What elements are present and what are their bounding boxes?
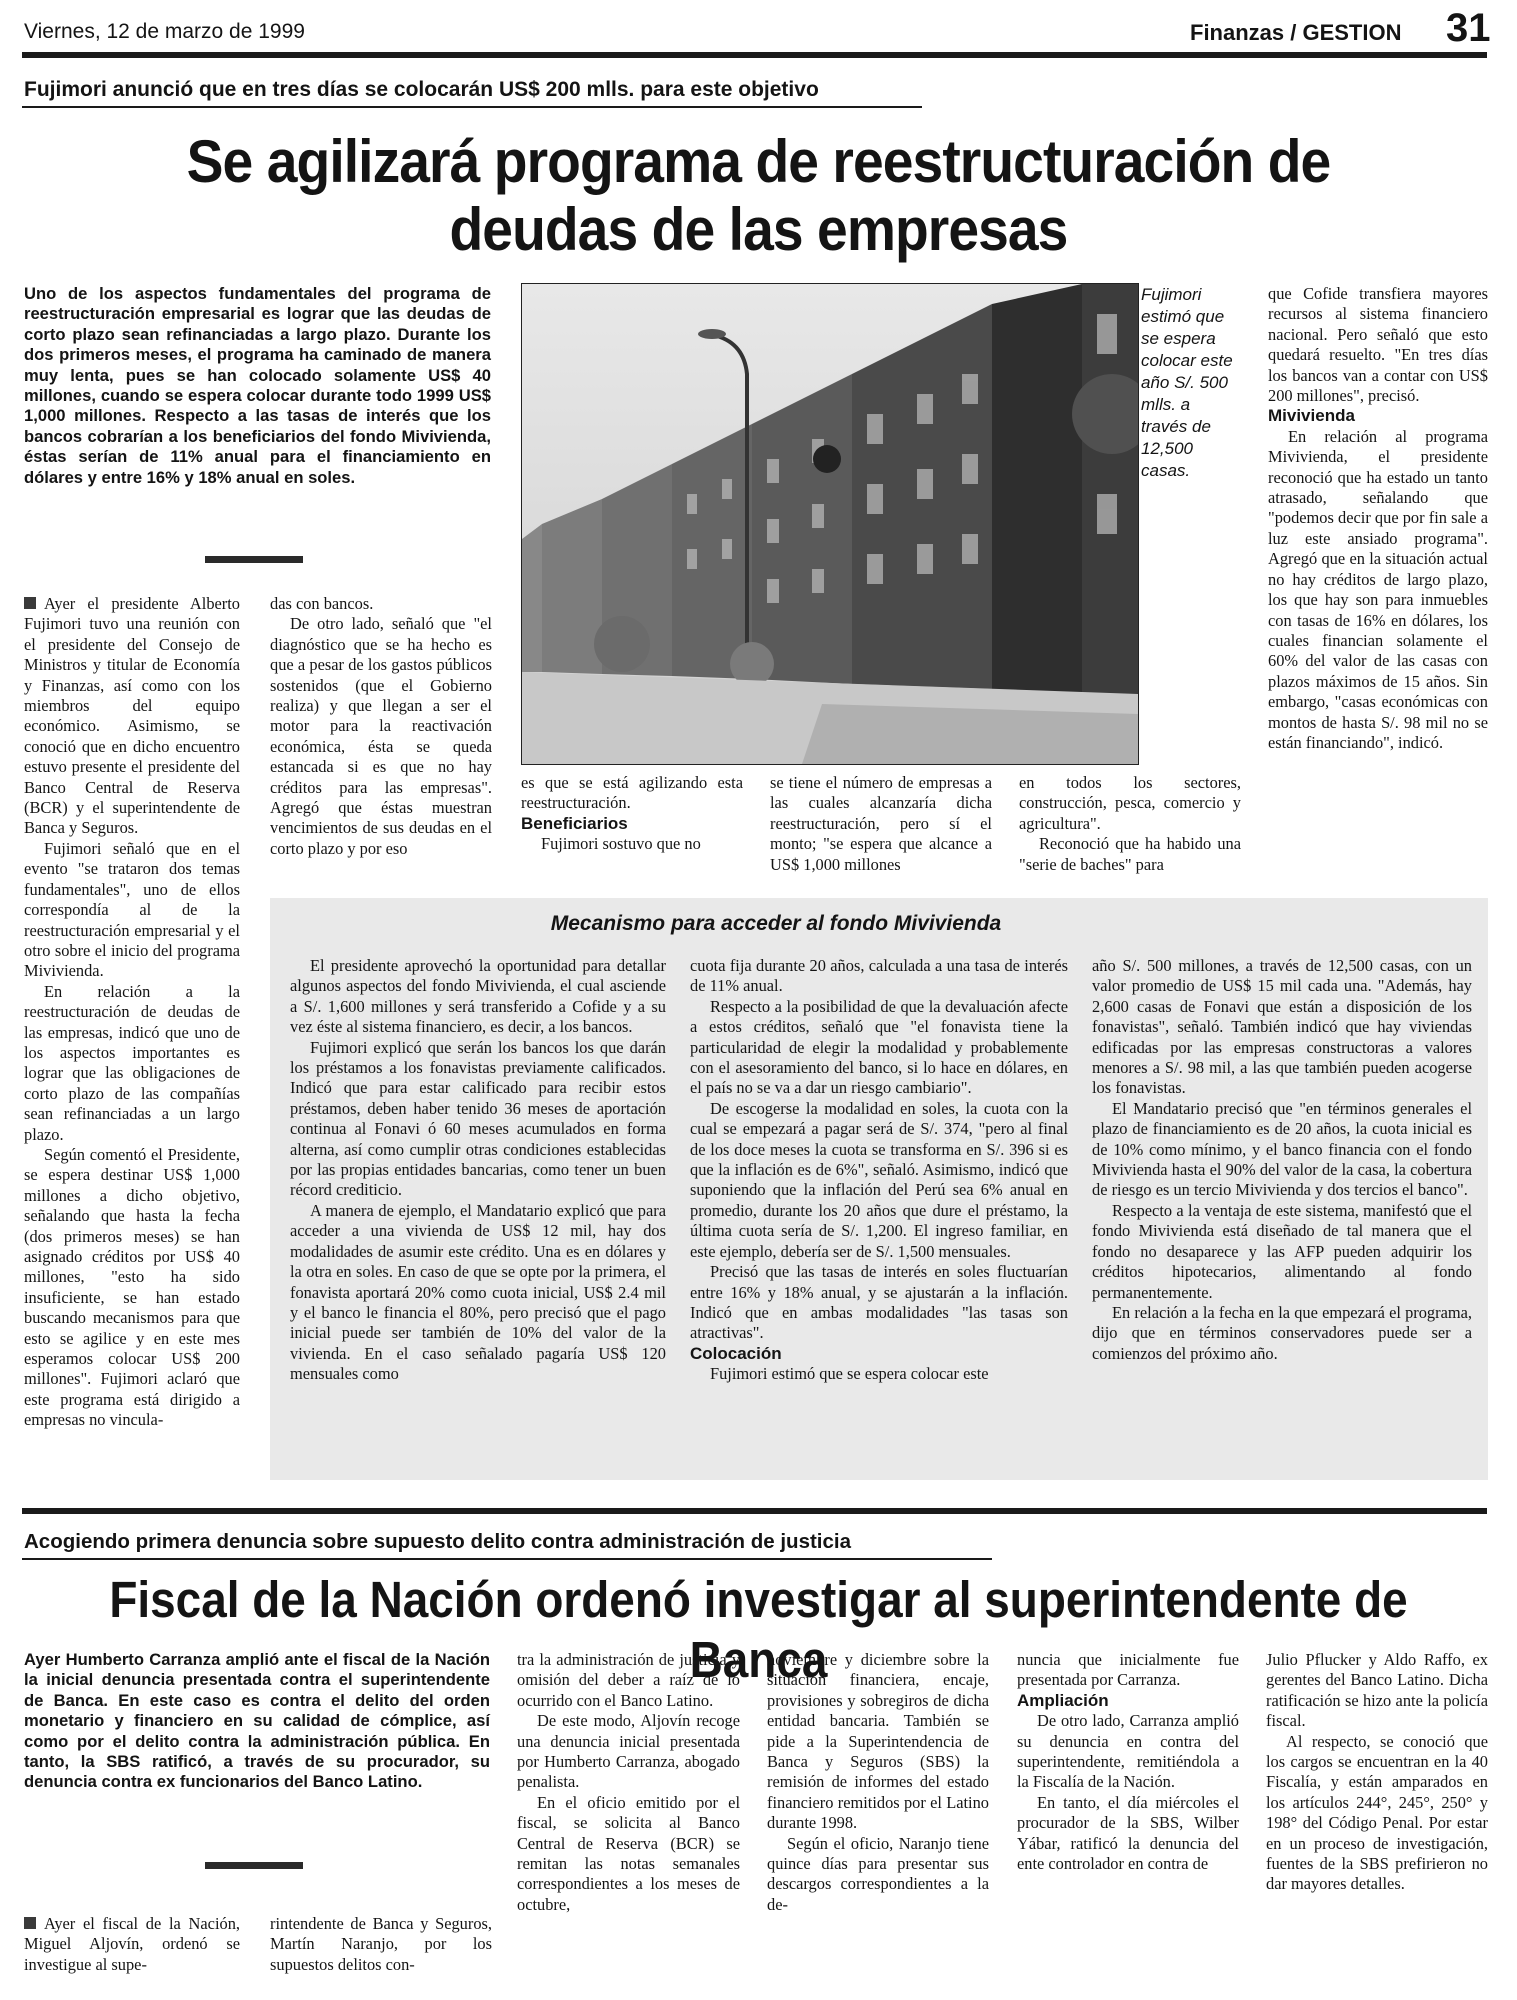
article1-col6 (1268, 284, 1488, 753)
article2-col5 (1017, 1650, 1239, 1874)
col6-p1: que Cofide transfiera mayores recursos al sistema financiero nacional. Pero señaló que esto quedará resuelto. "En tres días los bancos van a contar con US$ 200 millones", precisó. (1268, 284, 1488, 406)
article1-col3 (521, 773, 743, 855)
a2-col3-p1: tra la administración de justicia y omisión del deber a raíz de lo ocurrido con el Banco Latino. (517, 1650, 740, 1710)
box-col1 (290, 956, 666, 1385)
box-c1-p3: A manera de ejemplo, el Mandatario explicó que para acceder a una vivienda de US$ 12 mil, hay dos modalidades de asumir este crédito. Una es en dólares y la otra en soles. En caso de que se opte por la primera, el fonavista aportará 20% como cuota inicial, US$ 2.4 mil y el banco le financia el 80%, pero precisó que el pago inicial puede ser también de 10% del valor de la vivienda. En el caso señalado pagaría US$ 120 mensuales como (290, 1200, 666, 1384)
article1-col1 (24, 594, 240, 1431)
article2-col3 (517, 1650, 740, 1915)
col2-p2: De otro lado, señaló que "el diagnóstico que se ha hecho es que a pesar de los gastos públicos sostenidos (que el Gobierno realiza) y que llegan a ser el motor para la reactivación económica, ésta se queda estancada si es que no hay créditos para las empresas". Agregó que éstas muestran vencimientos de sus deudas en el corto plazo y por eso (270, 614, 492, 858)
box-col2 (690, 956, 1068, 1385)
subhead-mivivienda: Mivivienda (1268, 406, 1355, 426)
box-c1-p1: El presidente aprovechó la oportunidad para detallar algunos aspectos del fondo Mivivienda, el cual asciende a S/. 1,600 millones y será transferido a Cofide y a su vez éste al sistema financiero, es decir, a los bancos. (290, 956, 666, 1037)
col1-p3: En relación a la reestructuración de deudas de las empresas, indicó que uno de los aspectos importantes es lograr que las obligaciones de corto plazo de las compañías sean refinanciadas a un largo plazo. (24, 981, 240, 1144)
box-c2-p5: Fujimori estimó que se espera colocar este (710, 1364, 989, 1384)
col5-p2: Reconoció que ha habido una "serie de baches" para (1019, 834, 1241, 874)
a2-col2-p1: rintendente de Banca y Seguros, Martín Naranjo, por los supuestos delitos con- (270, 1914, 492, 1974)
col4-p1: se tiene el número de empresas a las cuales alcanzaría dicha reestructuración, pero sí el monto; "se espera que alcance a US$ 1,000 millones (770, 773, 992, 874)
a2-col3-p2: De este modo, Aljovín recoge una denuncia inicial presentada por Humberto Carranza, abogado penalista. (517, 1711, 740, 1792)
box-c2-p3: De escogerse la modalidad en soles, la cuota con la cual se empezará a pagar será de S/. 374, "pero al final de los doce meses la cuota se transforma en S/. 396 si es que la inflación es de 6%", señaló. Asimismo, indicó que suponiendo que la inflación del Perú sea 6% anual en promedio, durante los 20 años que dure el préstamo, la última cuota sería de S/. 1,200. El ingreso familiar, en este ejemplo, debería ser de S/. 1,500 mensuales. (690, 1098, 1068, 1261)
article1-col4 (770, 773, 992, 875)
article2-kicker: Acogiendo primera denuncia sobre supuesto delito contra administración de justicia (24, 1530, 851, 1553)
article1-lead: Uno de los aspectos fundamentales del programa de reestructuración empresarial es lograr que las deudas de corto plazo sean refinanciadas a largo plazo. Durante los dos primeros meses, el programa ha caminado de manera muy lenta, pues se han colocado solamente US$ 40 millones, cuando se espera colocar durante todo 1999 US$ 1,000 millones. Respecto a las tasas de interés que los bancos cobrarían a los beneficiarios del fondo Mivivienda, éstas serían de 11% anual para el financiamiento en dólares y entre 16% y 18% anual en soles. (24, 284, 491, 487)
header-rule (22, 52, 1487, 58)
article2-col1 (24, 1914, 240, 1975)
article2-col4 (767, 1650, 989, 1915)
col2-p1: das con bancos. (270, 594, 374, 613)
a2-col1-p1: Ayer el fiscal de la Nación, Miguel Aljovín, ordenó se investigue al supe- (24, 1914, 240, 1974)
box-title: Mecanismo para acceder al fondo Mivivienda (550, 912, 1002, 935)
a2-col6-p1: Julio Pflucker y Aldo Raffo, ex gerentes del Banco Latino. Dicha ratificación se hizo ante la policía fiscal. (1266, 1650, 1488, 1731)
subhead-ampliacion: Ampliación (1017, 1690, 1109, 1710)
article1-headline (61, 128, 1457, 264)
a2-col5-p3: En tanto, el día miércoles el procurador de la SBS, Wilber Yábar, ratificó la denuncia del ente controlador en contra de (1017, 1792, 1239, 1874)
article1-kicker: Fujimori anunció que en tres días se colocarán US$ 200 mlls. para este objetivo (24, 78, 819, 101)
col6-p2: En relación al programa Mivivienda, el presidente reconoció que ha estado un tanto atrasado, señalando que "podemos decir que por fin sale a luz este ansiado programa". Agregó que en la situación actual no hay créditos de largo plazo, los que hay son para inmuebles con tasas de 16% en dólares, los cuales financian solamente el 60% del valor de las casas con plazos máximos de 15 años. Sin embargo, "casas económicas con montos de hasta S/. 98 mil no se están financiando", indicó. (1268, 426, 1488, 752)
article2-lead-divider (205, 1862, 303, 1869)
a2-col4-p1: noviembre y diciembre sobre la situación financiera, encaje, provisiones y sobregiros de dicha entidad bancaria. También se pide a la Superintendencia de Banca y Seguros (SBS) la remisión de informes del estado financiero remitidos por el Latino durante 1998. (767, 1650, 989, 1833)
building-photo (521, 283, 1139, 765)
box-c2-p2: Respecto a la posibilidad de que la devaluación afecte a estos créditos, señaló que "el fonavista tiene la particularidad de elegir la modalidad y probablemente con el asesoramiento del banco, si lo hace en dólares, en el país no se va a dar un riesgo cambiario". (690, 996, 1068, 1098)
building-photo-illustration (522, 284, 1138, 764)
section-name: Finanzas / GESTION (1190, 20, 1402, 45)
photo-caption: Fujimori estimó que se espera colocar este año S/. 500 mlls. a través de 12,500 casas. (1141, 285, 1233, 480)
a2-col5-p2: De otro lado, Carranza amplió su denuncia en contra del superintendente, remitiéndola a la Fiscalía de la Nación. (1017, 1711, 1239, 1792)
col1-p4: Según comentó el Presidente, se espera destinar US$ 1,000 millones a dicho objetivo, señalando que hasta la fecha (dos primeros meses) se han asignado créditos por US$ 40 millones, "esto ha sido insuficiente, se han estado buscando mecanismos para que esto se agilice y en este mes esperamos colocar US$ 200 millones". Fujimori aclaró que este programa está dirigido a empresas no vincula- (24, 1144, 240, 1430)
col1-p1: Ayer el presidente Alberto Fujimori tuvo una reunión con el presidente del Consejo de Ministros y titular de Economía y Finanzas, así como con los miembros del equipo económico. Asimismo, se conoció que en dicho encuentro estuvo presente el presidente del Banco Central de Reserva (BCR) y el superintendente de Banca y Seguros. (24, 594, 240, 838)
article2-col6 (1266, 1650, 1488, 1895)
box-c3-p4: En relación a la fecha en la que empezará el programa, dijo que en términos conservadores puede ser a comienzos del próximo año. (1092, 1302, 1472, 1363)
a2-col3-p3: En el oficio emitido por el fiscal, se solicita al Banco Central de Reserva (BCR) se remitan las notas semanales correspondientes a los meses de octubre, (517, 1792, 740, 1914)
article2-lead: Ayer Humberto Carranza amplió ante el fiscal de la Nación la inicial denuncia presentada contra el superintendente de Banca. En este caso es contra el delito del orden monetario y financiero en su calidad de cómplice, así como por el delito contra la administración pública. En tanto, la SBS ratificó, a través de su procurador, su denuncia contra ex funcionarios del Banco Latino. (24, 1650, 490, 1792)
subhead-colocacion: Colocación (690, 1343, 782, 1363)
col1-p2: Fujimori señaló que en el evento "se trataron dos temas fundamentales", uno de ellos correspondía al de la reestructuración empresarial y el otro sobre el inicio del programa Mivivienda. (24, 838, 240, 981)
a2-col6-p2: Al respecto, se conoció que los cargos se encuentran en la 40 Fiscalía, y están amparados en los artículos 244°, 245°, 250° y 198° del Código Penal. Por estar en un proceso de investigación, fuentes de la SBS prefirieron no dar mayores detalles. (1266, 1731, 1488, 1894)
box-c1-p2: Fujimori explicó que serán los bancos los que darán los préstamos a los fonavistas previamente calificados. Indicó que para estar calificado para recibir estos préstamos, deben haber tenido 36 meses de aportación continua al Fonavi ó 60 meses acumulados en forma alterna, así como cumplir otras condiciones establecidas por las propias entidades bancarias, como tener un buen récord crediticio. (290, 1037, 666, 1200)
box-c3-p2: El Mandatario precisó que "en términos generales el plazo de financiamiento es de 20 años, la cuota inicial es de 10% como mínimo, y el banco financia con el fondo Mivivienda hasta el 90% del valor de la casa, la cobertura de riesgo es un tercio Mivivienda y dos tercios el banco". (1092, 1098, 1472, 1200)
col3-p2: Fujimori sostuvo que no (541, 834, 701, 854)
article1-col5 (1019, 773, 1241, 875)
a2-col5-p1: nuncia que inicialmente fue presentada por Carranza. (1017, 1650, 1239, 1690)
page-number: 31 (1446, 6, 1491, 50)
kicker-underline (22, 106, 922, 108)
article2-headline: Fiscal de la Nación ordenó investigar al superintendente de Banca (109, 1571, 1408, 1688)
lead-divider (205, 556, 303, 563)
box-c2-p1: cuota fija durante 20 años, calculada a una tasa de interés de 11% anual. (690, 956, 1068, 996)
box-c2-p4: Precisó que las tasas de interés en soles fluctuarían entre 16% y 18% anual, y se ajustarán a la inflación. Indicó que en ambas modalidades "las tasas son atractivas". (690, 1262, 1068, 1343)
article2-top-rule (22, 1508, 1487, 1514)
col5-p1: en todos los sectores, construcción, pesca, comercio y agricultura". (1019, 773, 1241, 833)
box-col3 (1092, 956, 1472, 1364)
headline-line-2: deudas de las empresas (449, 196, 1068, 263)
headline-line-1: Se agilizará programa de reestructuración de (186, 128, 1331, 195)
issue-date: Viernes, 12 de marzo de 1999 (24, 20, 305, 43)
bullet-marker (24, 1917, 36, 1929)
bullet-marker (24, 597, 36, 609)
subhead-beneficiarios: Beneficiarios (521, 813, 628, 833)
article2-kicker-underline (22, 1558, 992, 1560)
box-c3-p1: año S/. 500 millones, a través de 12,500 casas, con un valor promedio de US$ 15 mil cada una. "Además, hay 2,600 casas de Fonavi que están a disposición de los fonavistas", señaló. También indicó que hay viviendas edificadas por las empresas constructoras a valores menores a S/. 98 mil, a las que también pueden acogerse los fonavistas. (1092, 956, 1472, 1098)
box-c3-p3: Respecto a la ventaja de este sistema, manifestó que el fondo Mivivienda está diseñado de tal manera que el fondo no desaparece y las AFP pueden adquirir los créditos hipotecarios, alimentando al fondo permanentemente. (1092, 1200, 1472, 1302)
article1-col2 (270, 594, 492, 859)
a2-col4-p2: Según el oficio, Naranjo tiene quince días para presentar sus descargos correspondientes a la de- (767, 1833, 989, 1914)
article2-col2 (270, 1914, 492, 1975)
col3-p1: es que se está agilizando esta reestructuración. (521, 773, 743, 813)
